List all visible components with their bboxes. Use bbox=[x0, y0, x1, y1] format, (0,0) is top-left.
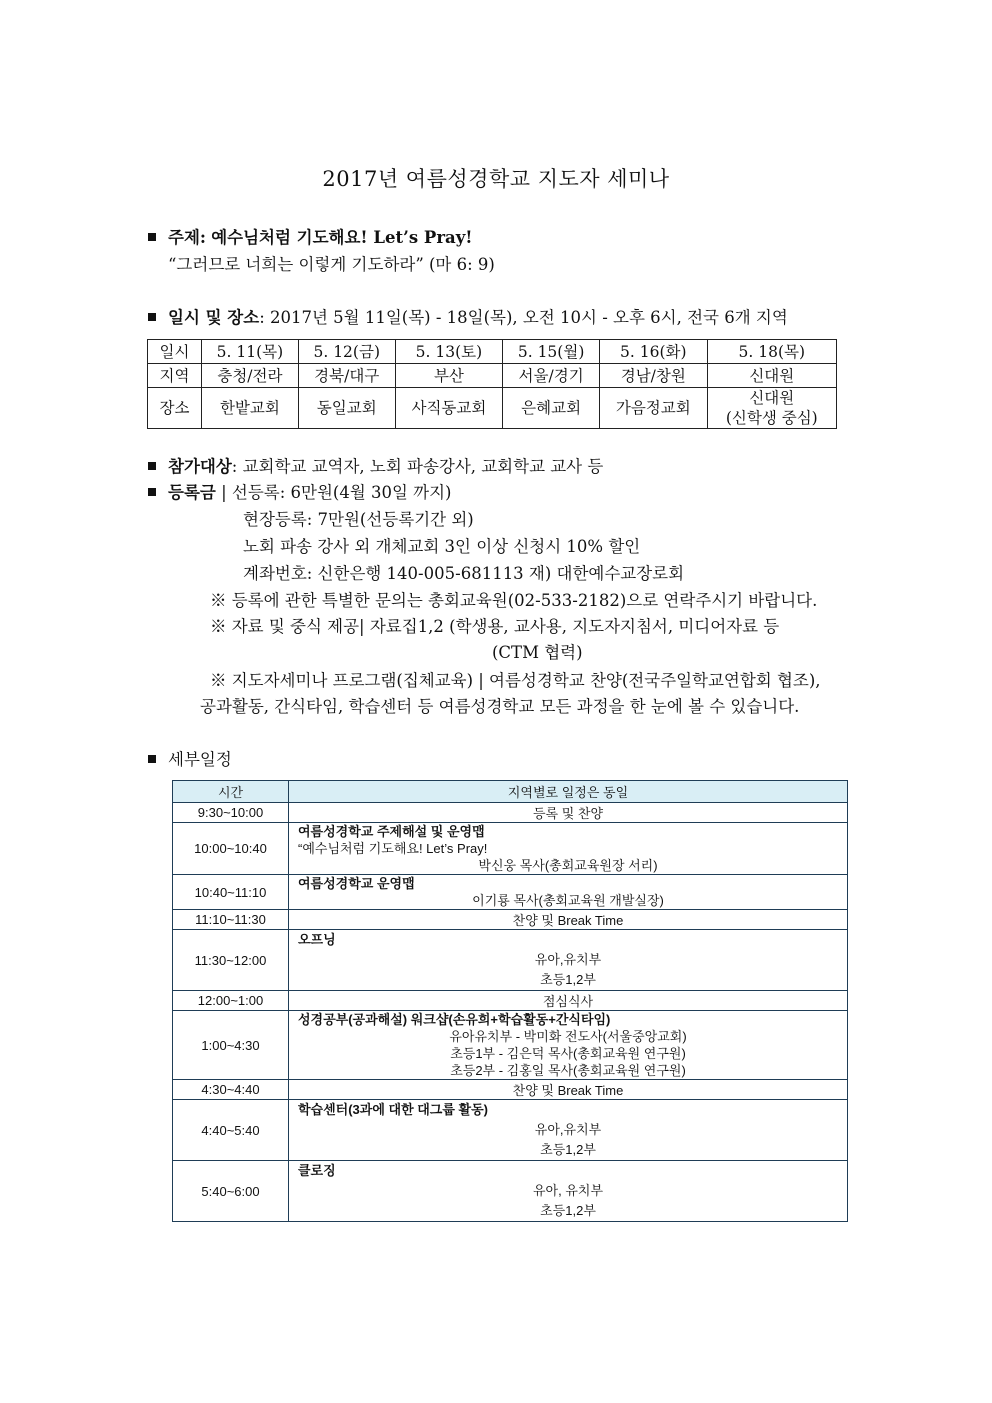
datetime-line bbox=[148, 305, 788, 331]
row-time: 5:40~6:00 bbox=[173, 1161, 289, 1222]
schedule-place: 신대원 bbox=[749, 389, 795, 407]
schedule-row-region bbox=[148, 364, 837, 388]
note-1: ※ 등록에 관한 특별한 문의는 총회교육원(02-533-2182)으로 연락주시기 바랍니다. bbox=[210, 591, 818, 610]
schedule-date: 5. 11(목) bbox=[202, 340, 299, 364]
note-2: ※ 자료 및 중식 제공| 자료집1,2 (학생용, 교사용, 지도자지침서, 미디어자료 등 bbox=[210, 617, 780, 636]
row-line: 초등1,2부 bbox=[540, 1203, 596, 1218]
row-line: 초등1,2부 bbox=[540, 1142, 596, 1157]
schedule-region: 충청/전라 bbox=[202, 364, 299, 388]
table-row bbox=[173, 1011, 848, 1080]
row-line: 이기룡 목사(총회교육원 개발실장) bbox=[472, 893, 664, 908]
row-label-date: 일시 bbox=[148, 340, 202, 364]
schedule-region: 경남/창원 bbox=[600, 364, 708, 388]
row-time: 4:30~4:40 bbox=[173, 1080, 289, 1100]
row-line: 박신웅 목사(총회교육원장 서리) bbox=[478, 858, 658, 873]
row-time: 12:00~1:00 bbox=[173, 991, 289, 1011]
schedule-date: 5. 18(목) bbox=[707, 340, 836, 364]
row-content bbox=[289, 1100, 848, 1161]
row-line: 유아, 유치부 bbox=[532, 1183, 603, 1198]
row-content bbox=[289, 823, 848, 875]
schedule-table bbox=[147, 339, 837, 429]
bullet-icon bbox=[148, 488, 156, 496]
bullet-icon bbox=[148, 233, 156, 241]
fee-line3: 노회 파송 강사 외 개체교회 3인 이상 신청시 10% 할인 bbox=[243, 537, 641, 556]
fee-line2: 현장등록: 7만원(선등록기간 외) bbox=[243, 510, 474, 529]
page-title: 2017년 여름성경학교 지도자 세미나 bbox=[322, 167, 670, 191]
row-title: 성경공부(공과해설) 워크샵(손유희+학습활동+간식타임) bbox=[298, 1012, 611, 1027]
row-content bbox=[289, 1011, 848, 1080]
row-content bbox=[289, 875, 848, 910]
row-time: 10:40~11:10 bbox=[173, 875, 289, 910]
schedule-place: 은혜교회 bbox=[503, 388, 600, 429]
fee-line1: | 선등록: 6만원(4월 30일 까지) bbox=[221, 483, 452, 502]
row-title: 여름성경학교 주제해설 및 운영맵 bbox=[298, 824, 485, 839]
header-time: 시간 bbox=[173, 781, 289, 803]
row-text: 찬양 및 Break Time bbox=[289, 1080, 848, 1100]
row-line: 유아,유치부 bbox=[534, 952, 602, 967]
row-label-place: 장소 bbox=[148, 388, 202, 429]
schedule-date: 5. 12(금) bbox=[298, 340, 395, 364]
fee-label: 등록금 bbox=[168, 483, 216, 502]
row-line: 초등2부 - 김홍일 목사(총회교육원 연구원) bbox=[450, 1063, 686, 1078]
note-3-cont: 공과활동, 간식타임, 학습센터 등 여름성경학교 모든 과정을 한 눈에 볼 수 있습니다. bbox=[200, 697, 800, 716]
table-row bbox=[173, 875, 848, 910]
table-row bbox=[173, 1080, 848, 1100]
row-time: 4:40~5:40 bbox=[173, 1100, 289, 1161]
theme-line bbox=[148, 225, 473, 251]
detail-heading bbox=[148, 747, 232, 773]
header-program: 지역별로 일정은 동일 bbox=[289, 781, 848, 803]
row-title: 여름성경학교 운영맵 bbox=[298, 876, 415, 891]
table-row bbox=[173, 803, 848, 823]
fee-line4: 계좌번호: 신한은행 140-005-681113 재) 대한예수교장로회 bbox=[243, 564, 685, 583]
table-row bbox=[173, 930, 848, 991]
bullet-icon bbox=[148, 313, 156, 321]
schedule-date: 5. 15(월) bbox=[503, 340, 600, 364]
schedule-date: 5. 16(화) bbox=[600, 340, 708, 364]
datetime-label: 일시 및 장소 bbox=[168, 308, 260, 327]
row-label-region: 지역 bbox=[148, 364, 202, 388]
theme-label: 주제: bbox=[168, 228, 206, 247]
row-line: “예수님처럼 기도해요! Let’s Pray! bbox=[298, 841, 488, 856]
row-line: 유아,유치부 bbox=[534, 1122, 602, 1137]
schedule-date: 5. 13(토) bbox=[395, 340, 503, 364]
table-row bbox=[173, 1161, 848, 1222]
row-text: 찬양 및 Break Time bbox=[289, 910, 848, 930]
datetime-text: : 2017년 5월 11일(목) - 18일(목), 오전 10시 - 오후 6시, 전국 6개 지역 bbox=[259, 308, 788, 327]
schedule-region: 신대원 bbox=[707, 364, 836, 388]
schedule-row-date bbox=[148, 340, 837, 364]
schedule-place-note: (신학생 중심) bbox=[725, 409, 818, 427]
theme-verse: “그러므로 너희는 이렇게 기도하라” (마 6: 9) bbox=[168, 255, 495, 274]
schedule-row-place bbox=[148, 388, 837, 429]
row-line: 초등1부 - 김은덕 목사(총회교육원 연구원) bbox=[450, 1046, 686, 1061]
schedule-place: 동일교회 bbox=[298, 388, 395, 429]
note-2-cont: (CTM 협력) bbox=[492, 643, 583, 662]
schedule-region: 경북/대구 bbox=[298, 364, 395, 388]
table-row bbox=[173, 1100, 848, 1161]
row-title: 오프닝 bbox=[298, 932, 336, 947]
row-time: 11:10~11:30 bbox=[173, 910, 289, 930]
schedule-place: 사직동교회 bbox=[395, 388, 503, 429]
theme-text: 예수님처럼 기도해요! Let’s Pray! bbox=[211, 228, 473, 247]
table-row bbox=[173, 823, 848, 875]
row-time: 11:30~12:00 bbox=[173, 930, 289, 991]
row-title: 학습센터(3과에 대한 대그룹 활동) bbox=[298, 1102, 488, 1117]
detail-label: 세부일정 bbox=[168, 750, 232, 769]
schedule-place: 가음정교회 bbox=[600, 388, 708, 429]
detail-header-row bbox=[173, 781, 848, 803]
bullet-icon bbox=[148, 755, 156, 763]
row-line: 유아유치부 - 박미화 전도사(서울중앙교회) bbox=[449, 1029, 687, 1044]
row-line: 초등1,2부 bbox=[540, 972, 596, 987]
fee-line bbox=[148, 480, 452, 506]
schedule-region: 부산 bbox=[395, 364, 503, 388]
detail-schedule-table bbox=[172, 780, 848, 1222]
schedule-place-multi bbox=[707, 388, 836, 429]
row-content bbox=[289, 930, 848, 991]
schedule-place: 한밭교회 bbox=[202, 388, 299, 429]
row-content bbox=[289, 1161, 848, 1222]
note-3: ※ 지도자세미나 프로그램(집체교육) | 여름성경학교 찬양(전국주일학교연합회 협조), bbox=[210, 671, 821, 690]
row-time: 9:30~10:00 bbox=[173, 803, 289, 823]
audience-text: : 교회학교 교역자, 노회 파송강사, 교회학교 교사 등 bbox=[231, 457, 604, 476]
audience-label: 참가대상 bbox=[168, 457, 232, 476]
row-time: 1:00~4:30 bbox=[173, 1011, 289, 1080]
row-text: 등록 및 찬양 bbox=[289, 803, 848, 823]
audience-line bbox=[148, 454, 603, 480]
row-text: 점심식사 bbox=[289, 991, 848, 1011]
bullet-icon bbox=[148, 462, 156, 470]
table-row bbox=[173, 991, 848, 1011]
row-title: 클로징 bbox=[298, 1163, 336, 1178]
table-row bbox=[173, 910, 848, 930]
row-time: 10:00~10:40 bbox=[173, 823, 289, 875]
schedule-region: 서울/경기 bbox=[503, 364, 600, 388]
